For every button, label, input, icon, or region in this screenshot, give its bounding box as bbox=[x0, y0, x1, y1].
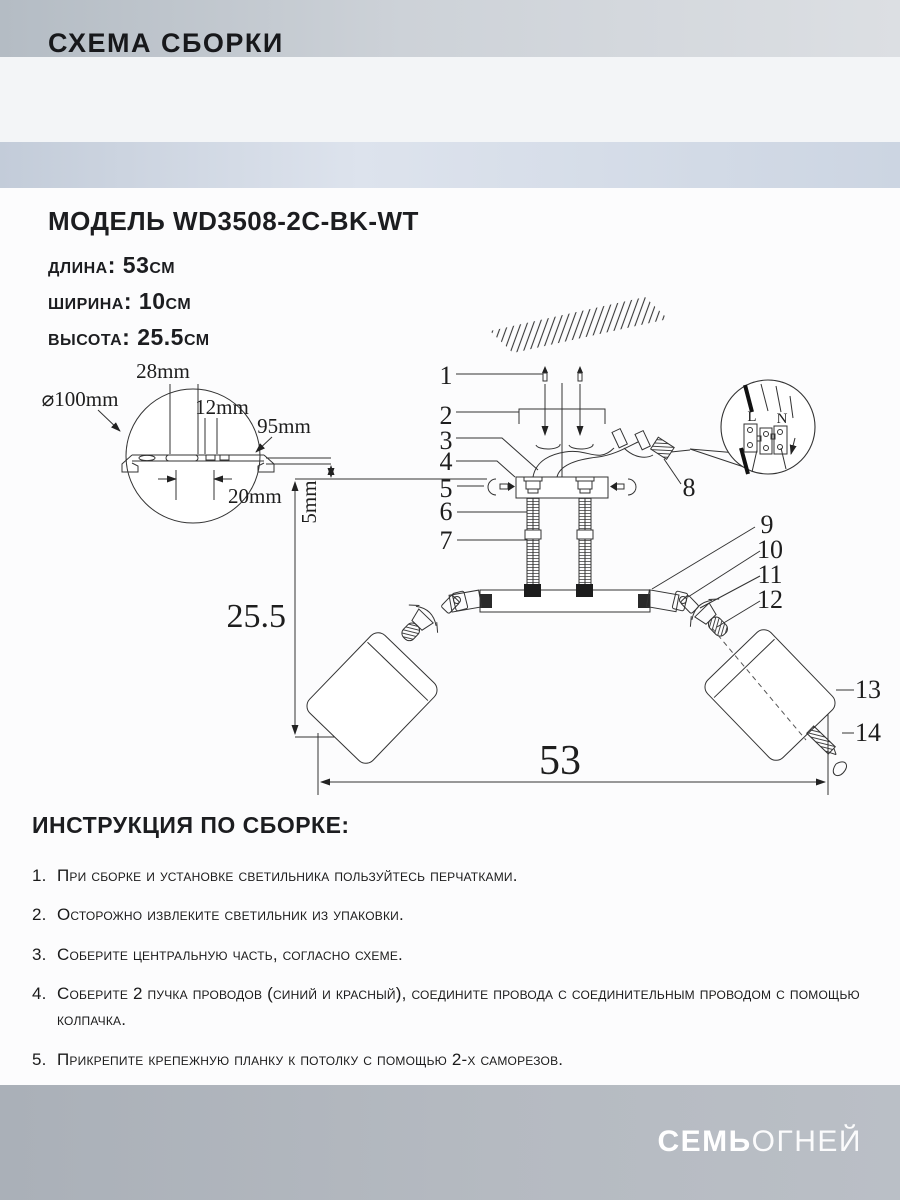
brand-logo bbox=[657, 1125, 862, 1159]
model-width: ширина: 10см bbox=[48, 288, 192, 314]
instruction-item-3 bbox=[32, 942, 890, 968]
callout-1: 1 bbox=[439, 361, 453, 390]
callout-5: 5 bbox=[439, 474, 453, 503]
instructions-title: ИНСТРУКЦИЯ ПО СБОРКЕ: bbox=[32, 812, 350, 838]
title-band bbox=[0, 57, 900, 142]
instruction-text: Прикрепите крепежную планку к потолку с помощью 2-х саморезов. bbox=[57, 1049, 564, 1069]
dim-20mm: 20mm bbox=[228, 484, 282, 508]
model-name: МОДЕЛЬ WD3508-2C-BK-WT bbox=[48, 206, 419, 236]
rod-lock-nut bbox=[576, 584, 593, 597]
mount-assembly bbox=[480, 366, 690, 612]
sub-gradient-band bbox=[0, 142, 900, 188]
terminal-detail bbox=[690, 380, 815, 474]
dim-height: 25.5 bbox=[226, 598, 286, 635]
callout-12: 12 bbox=[757, 585, 783, 614]
instruction-item-5 bbox=[32, 1047, 890, 1073]
callout-10: 10 bbox=[757, 535, 783, 564]
instruction-number: 4. bbox=[32, 984, 47, 1004]
left-bulb bbox=[399, 620, 422, 643]
callout-14: 14 bbox=[855, 718, 881, 747]
page-title: СХЕМА СБОРКИ bbox=[48, 28, 284, 58]
threaded-rods bbox=[525, 498, 593, 585]
callout-8: 8 bbox=[682, 473, 696, 502]
dim-width: 53 bbox=[539, 738, 581, 784]
mount-plate-detail bbox=[42, 359, 311, 523]
dim-5mm: 5mm bbox=[297, 480, 321, 524]
instruction-text: Осторожно извлеките светильник из упаковки. bbox=[57, 905, 404, 925]
instruction-text: Соберите 2 пучка проводов (синий и красный), соедините провода с соединительным проводом с помощью колпачка. bbox=[57, 984, 860, 1030]
dim-12mm: 12mm bbox=[195, 395, 249, 419]
instruction-text: Соберите центральную часть, согласно схеме. bbox=[57, 944, 403, 964]
instruction-item-4 bbox=[32, 981, 890, 1034]
left-lamp bbox=[303, 590, 482, 767]
instruction-number: 1. bbox=[32, 866, 47, 885]
footer-band bbox=[0, 1085, 900, 1200]
central-bar bbox=[480, 590, 650, 612]
screw-direction-arrows bbox=[536, 428, 593, 449]
instructions-section bbox=[32, 812, 890, 1125]
wires bbox=[533, 429, 690, 477]
shade-screw-detail bbox=[807, 726, 840, 758]
ceiling-hatch bbox=[490, 297, 668, 353]
callout-9: 9 bbox=[760, 510, 774, 539]
left-shade bbox=[303, 629, 441, 768]
terminal-live-label: L bbox=[747, 409, 757, 425]
callout-3: 3 bbox=[439, 426, 453, 455]
left-socket bbox=[390, 599, 444, 653]
dim-100mm: ⌀100mm bbox=[41, 387, 119, 411]
callout-6: 6 bbox=[439, 497, 453, 526]
rod-lock-nut bbox=[524, 584, 541, 597]
callout-2: 2 bbox=[439, 401, 453, 430]
dim-28mm: 28mm bbox=[136, 359, 190, 383]
instruction-number: 2. bbox=[32, 905, 47, 925]
instruction-item-2 bbox=[32, 902, 890, 928]
right-lamp bbox=[646, 590, 846, 776]
instruction-text: При сборке и установке светильника пользуйтесь перчатками. bbox=[57, 866, 518, 885]
wire-connector bbox=[651, 437, 675, 459]
callout-4: 4 bbox=[439, 447, 453, 476]
instruction-item-1 bbox=[32, 863, 890, 889]
terminal-neutral-label: N bbox=[776, 411, 788, 427]
callout-11: 11 bbox=[757, 560, 783, 589]
hook bbox=[833, 762, 846, 776]
instruction-number: 5. bbox=[32, 1049, 47, 1069]
model-height: высота: 25.5см bbox=[48, 324, 210, 350]
model-length: длина: 53см bbox=[48, 252, 176, 278]
callout-13: 13 bbox=[855, 675, 881, 704]
dim-95mm: 95mm bbox=[257, 414, 311, 438]
instruction-number: 3. bbox=[32, 944, 47, 964]
right-socket bbox=[684, 593, 739, 648]
brand-bold-part: СЕМЬ bbox=[657, 1125, 752, 1158]
assembly-diagram bbox=[0, 278, 900, 808]
callout-7: 7 bbox=[439, 526, 453, 555]
brand-light-part: ОГНЕЙ bbox=[751, 1125, 862, 1158]
